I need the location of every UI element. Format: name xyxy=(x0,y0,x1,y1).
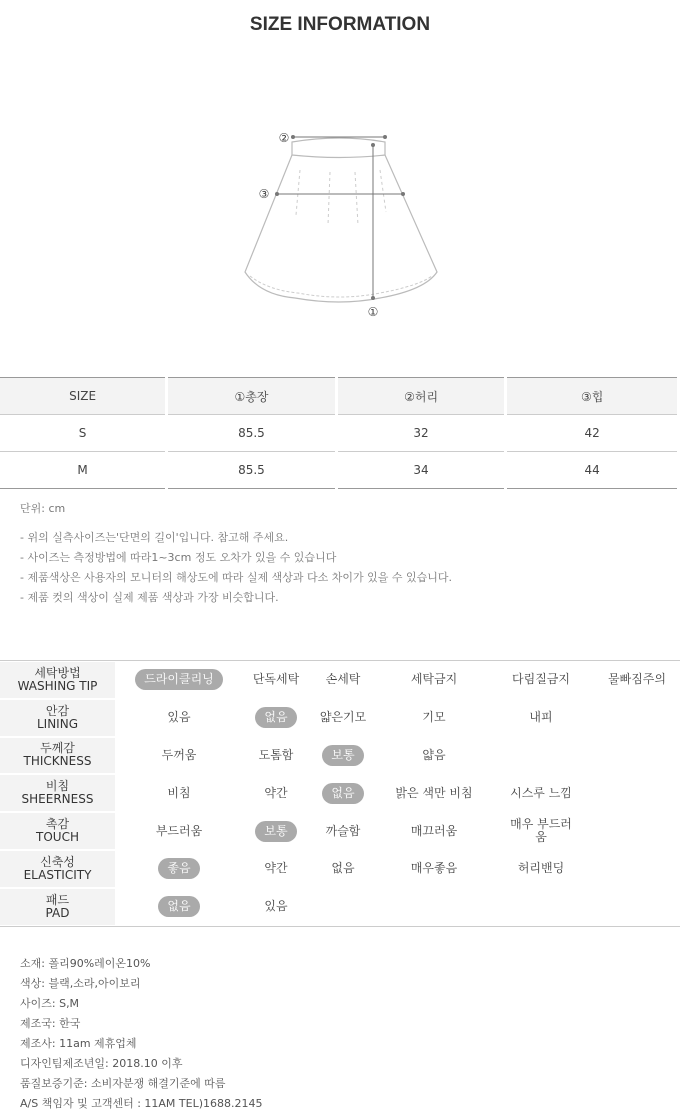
fabric-option xyxy=(394,774,474,812)
fabric-option-selected xyxy=(241,699,311,737)
note-item: - 사이즈는 측정방법에 따라1~3cm 정도 오차가 있을 수 있습니다 xyxy=(20,551,337,564)
fabric-option xyxy=(241,774,311,812)
fabric-row xyxy=(0,888,680,926)
fabric-row xyxy=(0,661,680,699)
fabric-option-label: 까슬함 xyxy=(325,823,361,838)
fabric-option-label: 손세탁 xyxy=(325,672,361,687)
info-item: 소재: 폴리90%레이온10% xyxy=(20,957,151,970)
fabric-option xyxy=(311,850,375,888)
fabric-option xyxy=(311,699,375,737)
size-table-row xyxy=(0,452,679,489)
page-title: SIZE INFORMATION xyxy=(249,14,431,35)
fabric-option xyxy=(241,888,311,926)
fabric-option xyxy=(134,699,224,737)
marker-length: ① xyxy=(367,305,379,319)
fabric-option-label: 밝은 색만 비침 xyxy=(395,785,473,800)
fabric-option-selected xyxy=(311,774,375,812)
size-table-header-row xyxy=(0,378,679,415)
note-item: - 제품색상은 사용자의 모니터의 해상도에 따라 실제 색상과 다소 차이가 있을 수 있습니다. xyxy=(20,571,452,584)
fabric-option-label: 허리밴딩 xyxy=(517,861,565,876)
size-header-cell: SIZE xyxy=(0,378,167,415)
fabric-label-ko: 두께감 xyxy=(40,741,75,756)
fabric-option-label: 있음 xyxy=(264,899,288,914)
marker-waist: ② xyxy=(278,131,290,145)
fabric-option-label: 약간 xyxy=(264,861,288,876)
fabric-label-en: PAD xyxy=(45,905,70,920)
fabric-row-label xyxy=(0,700,115,736)
size-header-cell: ①총장 xyxy=(167,378,337,415)
fabric-label-ko: 안감 xyxy=(45,703,70,718)
fabric-option xyxy=(134,737,224,775)
fabric-option-label: 드라이클리닝 xyxy=(135,669,223,690)
info-item: 디자인팀제조년일: 2018.10 이후 xyxy=(20,1057,183,1070)
fabric-option-selected xyxy=(241,812,311,850)
fabric-option xyxy=(506,699,576,737)
fabric-option-label: 비침 xyxy=(167,785,191,800)
fabric-option xyxy=(394,699,474,737)
fabric-option-label: 없음 xyxy=(158,896,199,917)
fabric-row xyxy=(0,737,680,775)
fabric-row xyxy=(0,699,680,737)
fabric-option-label: 보통 xyxy=(322,745,363,766)
skirt-outline xyxy=(292,138,385,158)
fabric-row-label xyxy=(0,851,115,887)
size-table xyxy=(0,377,680,489)
size-cell: 32 xyxy=(336,415,506,452)
size-table-row xyxy=(0,415,679,452)
fabric-option xyxy=(311,661,375,699)
fabric-option-label: 단독세탁 xyxy=(252,672,300,687)
fabric-row-label xyxy=(0,889,115,925)
fabric-option-label: 없음 xyxy=(322,783,363,804)
fabric-row-label xyxy=(0,813,115,849)
fabric-option-selected xyxy=(134,661,224,699)
info-item: 제조사: 11am 제휴업체 xyxy=(20,1037,137,1050)
size-cell: 85.5 xyxy=(167,452,337,489)
fabric-row-label xyxy=(0,738,115,774)
fabric-option xyxy=(241,850,311,888)
size-cell: 34 xyxy=(336,452,506,489)
fabric-option-label: 얇은기모 xyxy=(319,710,367,725)
fabric-option-label: 세탁금지 xyxy=(410,672,458,687)
size-cell: 42 xyxy=(506,415,679,452)
fabric-label-ko: 촉감 xyxy=(45,817,70,832)
info-item: A/S 책임자 및 고객센터 : 11AM TEL)1688.2145 xyxy=(20,1097,263,1110)
fabric-row-label xyxy=(0,775,115,811)
fabric-option-label: 도톰함 xyxy=(258,747,294,762)
fabric-label-en: ELASTICITY xyxy=(23,867,92,882)
fabric-row xyxy=(0,812,680,850)
fabric-option xyxy=(394,850,474,888)
fabric-label-en: LINING xyxy=(36,716,78,731)
fabric-option-label: 매끄러움 xyxy=(410,823,458,838)
fabric-option-label: 시스루 느낌 xyxy=(510,785,572,800)
fabric-option-label: 두꺼움 xyxy=(161,747,197,762)
fabric-option-label: 없음 xyxy=(255,707,296,728)
marker-hip: ③ xyxy=(258,187,270,201)
fabric-option-label: 보통 xyxy=(255,821,296,842)
fabric-label-ko: 신축성 xyxy=(40,854,75,869)
fabric-row-label xyxy=(0,662,115,698)
fabric-label-en: THICKNESS xyxy=(23,754,92,769)
size-cell: 44 xyxy=(506,452,679,489)
fabric-option-selected xyxy=(311,737,375,775)
fabric-option xyxy=(506,661,576,699)
product-info-list xyxy=(20,954,263,1114)
fabric-option xyxy=(506,812,576,850)
fabric-option-label: 좋음 xyxy=(158,858,199,879)
fabric-option-label: 부드러움 xyxy=(155,823,203,838)
note-item: - 제품 컷의 색상이 실제 제품 색상과 가장 비슷합니다. xyxy=(20,591,279,604)
info-item: 제조국: 한국 xyxy=(20,1017,81,1030)
fabric-option-selected xyxy=(134,850,224,888)
fabric-option xyxy=(241,661,311,699)
fabric-option-label: 기모 xyxy=(422,710,446,725)
fabric-option-label: 약간 xyxy=(264,785,288,800)
fabric-label-en: SHEERNESS xyxy=(21,792,94,807)
size-cell: S xyxy=(0,415,167,452)
fabric-option-selected xyxy=(134,888,224,926)
fabric-label-en: TOUCH xyxy=(36,830,79,845)
size-header-cell: ③힙 xyxy=(506,378,679,415)
info-item: 색상: 블랙,소라,아이보리 xyxy=(20,977,141,990)
info-item: 품질보증기준: 소비자분쟁 해결기준에 따름 xyxy=(20,1077,226,1090)
fabric-option-label: 물빠짐주의 xyxy=(608,672,666,687)
skirt-hem-stitch xyxy=(250,276,432,297)
fabric-option-label: 내피 xyxy=(529,710,553,725)
fabric-option-label: 있음 xyxy=(167,710,191,725)
fabric-option xyxy=(506,850,576,888)
fabric-label-en: WASHING TIP xyxy=(17,678,98,693)
fabric-info-grid xyxy=(0,660,680,927)
fabric-option xyxy=(241,737,311,775)
fabric-option xyxy=(394,812,474,850)
note-item: - 위의 실측사이즈는'단면의 길이'입니다. 참고해 주세요. xyxy=(20,531,289,544)
fabric-option-label: 매우 부드러움 xyxy=(510,817,572,845)
fabric-option xyxy=(394,737,474,775)
fabric-option xyxy=(134,812,224,850)
size-cell: 85.5 xyxy=(167,415,337,452)
fabric-label-ko: 패드 xyxy=(45,892,70,907)
fabric-option-label: 매우좋음 xyxy=(410,861,458,876)
fabric-option-label: 얇음 xyxy=(422,747,446,762)
fabric-label-ko: 비침 xyxy=(45,779,70,794)
fabric-option xyxy=(506,774,576,812)
unit-label: 단위: cm xyxy=(20,502,66,515)
size-cell: M xyxy=(0,452,167,489)
size-header-cell: ②허리 xyxy=(336,378,506,415)
fabric-option xyxy=(134,774,224,812)
fabric-row xyxy=(0,850,680,888)
info-item: 사이즈: S,M xyxy=(20,997,80,1010)
fabric-label-ko: 세탁방법 xyxy=(34,665,81,680)
fabric-option xyxy=(597,661,677,699)
fabric-option xyxy=(311,812,375,850)
size-notes xyxy=(20,528,452,608)
fabric-option-label: 다림질금지 xyxy=(512,672,570,687)
fabric-option xyxy=(394,661,474,699)
skirt-body xyxy=(245,155,437,302)
skirt-diagram xyxy=(240,120,450,330)
fabric-option-label: 없음 xyxy=(331,861,355,876)
fabric-row xyxy=(0,774,680,812)
